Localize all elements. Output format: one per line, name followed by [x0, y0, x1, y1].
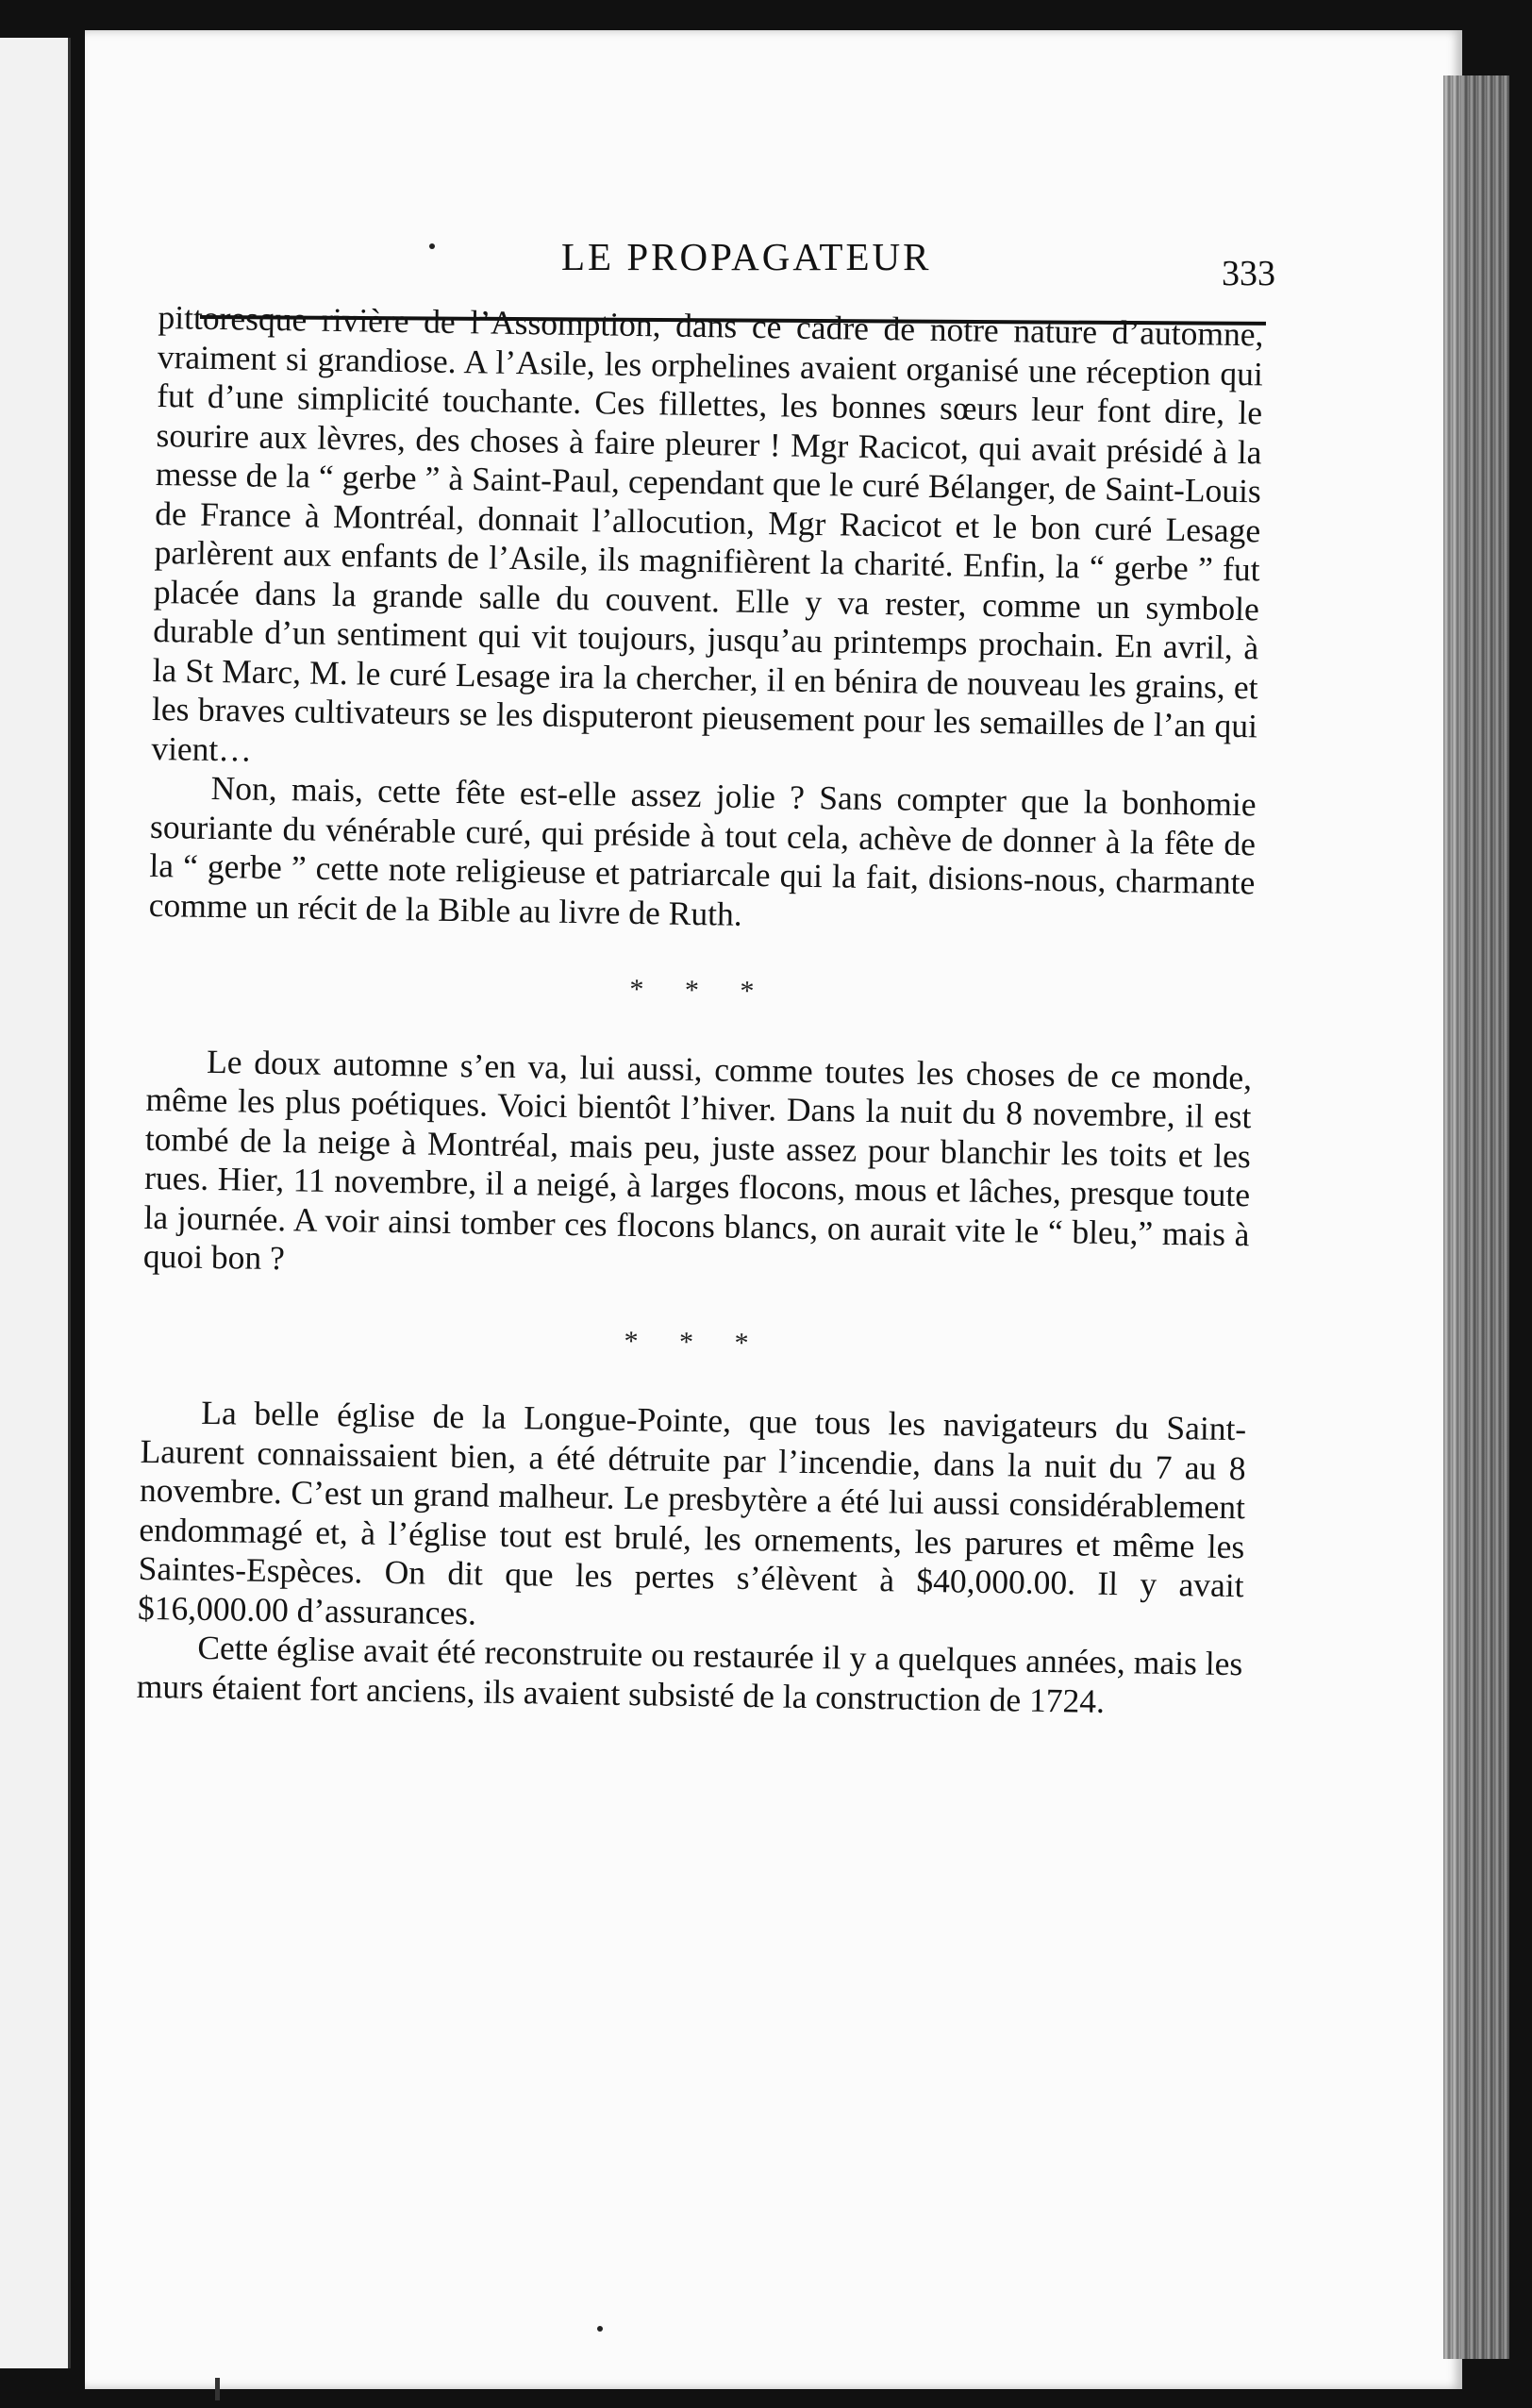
- paragraph: Le doux automne s’en va, lui aussi, comme toutes les choses de ce monde, même les plus poétiques. Voici bientôt l’hiver. Dans la nuit du 8 novembre, il est tombé de la neige à Montréal, mais peu, juste assez pour blanchir les toits et les rues. Hier, 11 novembre, il a neigé, à larges flocons, mous et lâches, presque toute la journée. A voir ainsi tomber ces flocons blancs, on aurait vite le “ bleu,” mais à quoi bon ?: [142, 1042, 1253, 1278]
- paragraph-continued: pittoresque rivière de l’Assomption, dans ce cadre de notre nature d’automne, vraiment si grandiose. A l’Asile, les orphelines avaient organisé une réception qui fut d’une simplicité touchante. Ces fillettes, les bonnes sœurs leur font dire, le sourire aux lèvres, des choses à faire pleurer ! Mgr Racicot, qui avait présidé à la messe de la “ gerbe ” à Saint-Paul, cependant que le curé Bélanger, de Saint-Louis de France à Montréal, donnait l’allocution, Mgr Racicot et le bon curé Lesage parlèrent aux enfants de l’Asile, ils magnifièrent la charité. Enfin, la “ gerbe ” fut placée dans la grande salle du couvent. Elle y va rester, comme un symbole durable d’un sentiment qui vit toujours, jusqu’au printemps prochain. En avril, à la St Marc, M. le curé Lesage ira la chercher, il en bénira de nouveau les grains, et les braves cultivateurs se les disputeront pieusement pour les semailles de l’an qui vient…: [151, 297, 1264, 769]
- printing-speck: [597, 2326, 603, 2332]
- paragraph: Cette église avait été reconstruite ou restaurée il y a quelques années, mais les murs étaient fort anciens, ils avaient subsisté de la construction de 1724.: [136, 1628, 1243, 1720]
- running-title: LE PROPAGATEUR: [561, 235, 932, 278]
- page-number: 333: [1222, 254, 1275, 293]
- paragraph: Non, mais, cette fête est-elle assez jolie ? Sans compter que la bonhomie souriante du vénérable curé, qui préside à tout cela, achève de donner à la fête de la “ gerbe ” cette note religieuse et patriarcale qui la fait, disions-nous, charmante comme un récit de la Bible au livre de Ruth.: [148, 768, 1257, 933]
- section-separator: * * *: [624, 1325, 766, 1359]
- section-separator: * * *: [629, 973, 772, 1008]
- page-stack-edges: [1443, 75, 1509, 2359]
- scan-artifact: [215, 2378, 220, 2400]
- paragraph: La belle église de la Longue-Pointe, que tous les navigateurs du Saint-Laurent connaissaient bien, a été détruite par l’incendie, dans la nuit du 7 au 8 novembre. C’est un grand malheur. Le presbytère a été lui aussi considérablement endommagé et, à l’église tout est brulé, les ornements, les parures et même les Saintes-Espèces. On dit que les pertes s’élèvent à $40,000.00. Il y avait $16,000.00 d’assurances.: [137, 1393, 1247, 1631]
- body-text: [136, 291, 1263, 1723]
- printing-speck: [429, 243, 435, 249]
- facing-page-edge: [0, 38, 71, 2368]
